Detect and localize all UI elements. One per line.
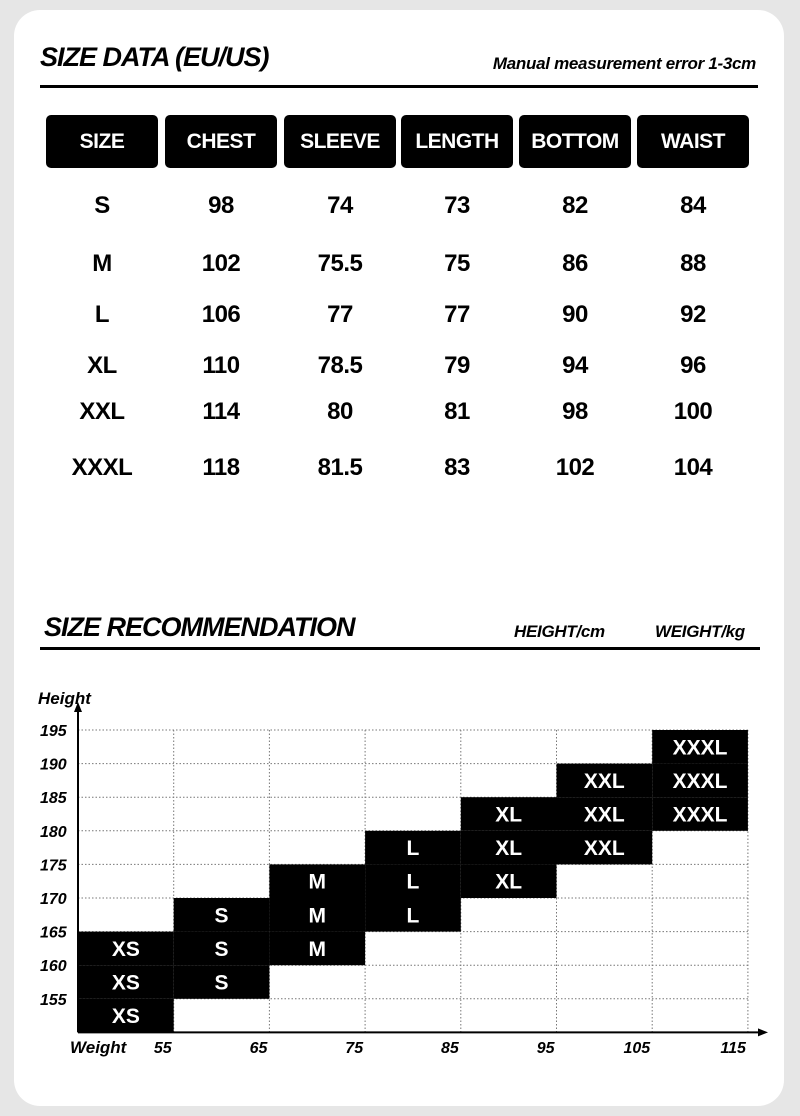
x-tick-label: 65 [249, 1040, 268, 1057]
cell-size: XXXL [71, 454, 133, 481]
cell-length: 75 [444, 250, 470, 277]
cell-waist: 104 [673, 454, 713, 481]
cell-chest: 106 [201, 301, 241, 328]
cell-length: 81 [444, 398, 470, 425]
size-cell-label: XS [111, 971, 140, 995]
size-cell-label: XXL [583, 837, 625, 861]
header-chest: CHEST [165, 115, 277, 168]
y-axis-title: Height [38, 689, 91, 708]
cell-size: L [94, 301, 110, 328]
x-tick-label: 55 [153, 1040, 172, 1057]
y-tick-label: 170 [40, 891, 67, 908]
x-tick-label: 115 [720, 1040, 746, 1057]
cell-chest: 98 [208, 192, 234, 219]
header-bottom: BOTTOM [519, 115, 631, 168]
size-cell-label: S [214, 937, 229, 961]
recommendation-title: SIZE RECOMMENDATION [44, 612, 355, 642]
size-cell-label: XL [495, 837, 523, 861]
cell-waist: 84 [680, 192, 706, 219]
size-cell-label: XL [495, 870, 523, 894]
cell-sleeve: 77 [327, 301, 353, 328]
header-length: LENGTH [401, 115, 513, 168]
header-sleeve: SLEEVE [284, 115, 396, 168]
cell-chest: 102 [201, 250, 241, 277]
size-cell-label: L [406, 904, 420, 928]
cell-size: XL [87, 352, 117, 379]
cell-sleeve: 78.5 [317, 352, 363, 379]
cell-size: XXL [79, 398, 125, 425]
y-tick-label: 160 [40, 958, 67, 976]
cell-sleeve: 74 [327, 192, 353, 219]
measurement-note: Manual measurement error 1-3cm [492, 54, 756, 73]
cell-chest: 114 [202, 398, 240, 425]
cell-sleeve: 81.5 [317, 454, 363, 481]
cell-sleeve: 80 [327, 398, 353, 425]
x-tick-label: 105 [623, 1040, 651, 1057]
y-tick-label: 155 [40, 991, 67, 1009]
cell-length: 73 [444, 192, 470, 219]
cell-bottom: 98 [562, 398, 588, 425]
x-tick-label: 75 [345, 1040, 364, 1057]
y-tick-label: 180 [40, 823, 67, 841]
y-tick-label: 165 [40, 924, 67, 942]
size-cell-label: M [308, 904, 326, 928]
size-cell-label: XXL [583, 769, 625, 793]
cell-size: S [94, 192, 110, 219]
size-cell-label: XXXL [672, 803, 728, 827]
cell-bottom: 86 [562, 250, 588, 277]
y-tick-label: 190 [40, 756, 67, 774]
cell-size: M [92, 250, 112, 277]
size-cell-label: XXL [583, 803, 625, 827]
cell-waist: 88 [680, 250, 706, 277]
cell-chest: 110 [202, 352, 240, 379]
size-cell-label: L [406, 837, 420, 861]
size-cell-label: M [308, 870, 326, 894]
size-cell-label: XS [111, 1005, 140, 1029]
cell-chest: 118 [202, 454, 240, 481]
cell-sleeve: 75.5 [317, 250, 363, 277]
cell-bottom: 94 [562, 352, 588, 379]
header-waist: WAIST [637, 115, 749, 168]
cell-waist: 92 [680, 301, 706, 328]
size-cell-label: XS [111, 937, 140, 961]
x-tick-label: 95 [536, 1040, 555, 1057]
y-tick-label: 185 [40, 790, 67, 808]
size-cell-label: XXXL [672, 769, 728, 793]
size-cell-label: M [308, 937, 326, 961]
cell-bottom: 90 [562, 301, 588, 328]
cell-waist: 100 [673, 398, 713, 425]
y-tick-label: 175 [40, 857, 67, 875]
cell-waist: 96 [680, 352, 706, 379]
header-size: SIZE [46, 115, 158, 168]
size-cell-label: XXXL [672, 736, 728, 760]
size-cell-label: S [214, 971, 229, 995]
height-unit-label: HEIGHT/cm [514, 622, 605, 641]
weight-unit-label: WEIGHT/kg [655, 622, 745, 641]
cell-bottom: 82 [562, 192, 588, 219]
cell-length: 77 [444, 301, 470, 328]
cell-length: 79 [444, 352, 470, 379]
x-axis-arrow-icon [758, 1028, 768, 1036]
size-cell-label: S [214, 904, 229, 928]
size-cell-label: XL [495, 803, 523, 827]
size-data-title: SIZE DATA (EU/US) [40, 42, 269, 72]
y-tick-label: 195 [40, 723, 67, 740]
x-axis-title: Weight [70, 1038, 127, 1057]
x-tick-label: 85 [441, 1040, 459, 1057]
cell-length: 83 [444, 454, 470, 481]
cell-bottom: 102 [555, 454, 595, 481]
size-cell-label: L [406, 870, 420, 894]
